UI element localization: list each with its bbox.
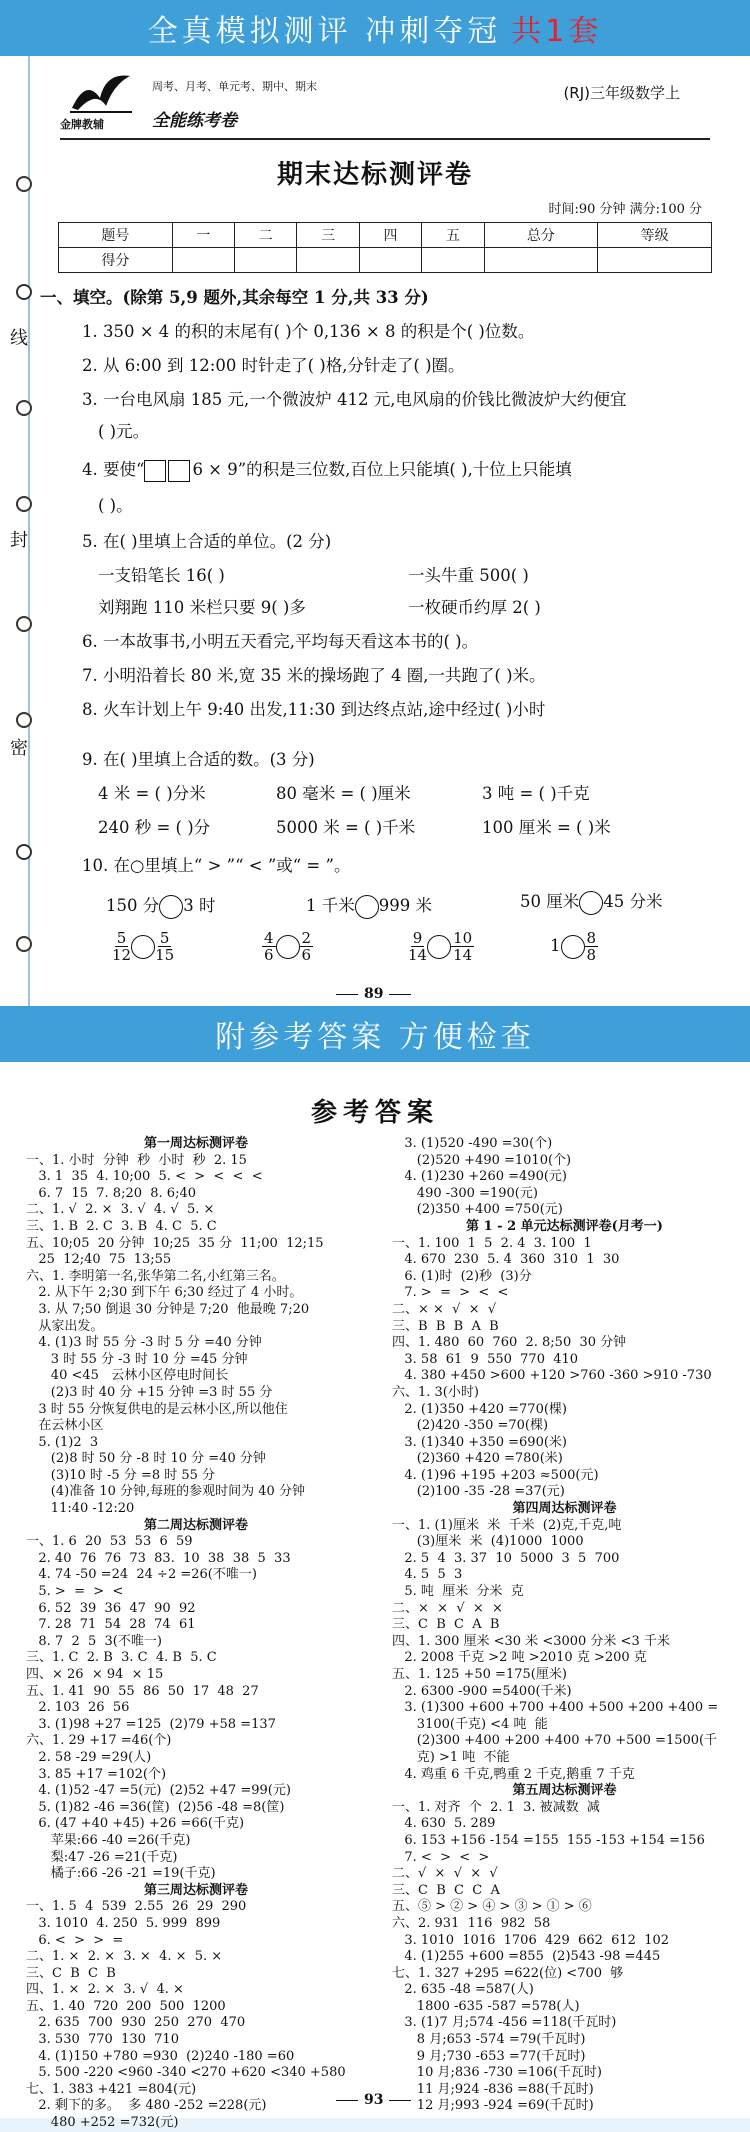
answer-line: 6. (1)时 (2)秒 (3)分 (392, 1268, 532, 1284)
score-header-cell: 总分 (484, 223, 598, 248)
question-3: 3. 一台电风扇 185 元,一个微波炉 412 元,电风扇的价钱比微波炉大约便宜 (82, 390, 627, 409)
answer-line: 4. 鸡重 6 千克,鸭重 2 千克,鹅重 7 千克 (392, 1766, 635, 1782)
question-9d: 240 秒 = ( )分 (98, 818, 211, 837)
answer-line: (3)10 时 -5 分 =8 时 55 分 (26, 1467, 216, 1483)
answer-line: 6. < > > = (26, 1932, 124, 1948)
answer-line: 二、√ × √ × √ (392, 1866, 498, 1882)
compare-circle[interactable] (355, 895, 379, 919)
answer-line: 9 月;730 -653 =77(千瓦时) (392, 2048, 586, 2064)
answer-line: 2. 5 4 3. 37 10 5000 3 5 700 (392, 1550, 620, 1566)
answer-line: 在云林小区 (26, 1418, 104, 1434)
answer-line: 4. (1)3 时 55 分 -3 时 5 分 =40 分钟 (26, 1335, 262, 1351)
answer-line: 二、1. × 2. × 3. × 4. × 5. × (26, 1949, 223, 1965)
answer-line: 二、× × √ × × (392, 1600, 503, 1616)
question-5b: 一头牛重 500( ) (408, 566, 529, 585)
question-2: 2. 从 6:00 到 12:00 时针走了( )格,分针走了( )圈。 (82, 356, 465, 375)
answer-line: 五、10;05 20 分钟 10;25 35 分 11;00 12;15 (26, 1235, 324, 1251)
answer-line: 5. 500 -220 <960 -340 <270 +620 <340 +580 (26, 2065, 346, 2081)
answer-line: 4. 380 +450 >600 +120 >760 -360 >910 -730 (392, 1368, 712, 1384)
answer-line: 四、× 26 × 94 × 15 (26, 1667, 164, 1682)
answer-line: 25 12;40 75 13;55 (26, 1252, 172, 1268)
answer-line: 2. 剩下的多。 多 480 -252 =228(元) (26, 2098, 267, 2114)
answer-line: 2. 2008 千克 >2 吨 >2010 克 >200 克 (392, 1650, 647, 1666)
exam-page (0, 56, 750, 1006)
binding-hole (16, 936, 32, 952)
answer-line: 三、C B C A B (392, 1617, 500, 1633)
question-9f: 100 厘米 = ( )米 (482, 818, 611, 837)
compare-item (520, 888, 663, 915)
question-9e: 5000 米 = ( )千米 (276, 818, 416, 837)
page-number: 89 (330, 986, 417, 1002)
answer-line: 三、C B C B (26, 1965, 116, 1981)
answer-line: 11 月;924 -836 =88(千瓦时) (392, 2081, 594, 2097)
header-brand: 全能练考卷 (152, 111, 237, 131)
compare-right: 45 分米 (603, 892, 663, 911)
answer-line: 3. 1 35 4. 10;00 5. < > < < < (26, 1169, 263, 1185)
answer-line: 4. 630 5. 289 (392, 1816, 496, 1832)
answers-title: 参考答案 (310, 1098, 439, 1128)
question-4 (82, 456, 572, 482)
score-header-cell: 一 (172, 223, 234, 248)
answer-line: 五、1. 125 +50 =175(厘米) (392, 1667, 567, 1682)
answer-line: 苹果:66 -40 =26(千克) (26, 1832, 191, 1848)
answer-line: 从家出发。 (26, 1318, 104, 1334)
answer-line: 5. (1)82 -46 =36(筐) (2)56 -48 =8(筐) (26, 1799, 285, 1815)
answer-line: 五、1. 41 90 55 86 50 17 48 27 (26, 1683, 259, 1699)
answer-line: 3. (1)520 -490 =30(个) (392, 1136, 553, 1151)
question-8: 8. 火车计划上午 9:40 出发,11:30 到达终点站,途中经过( )小时 (82, 700, 546, 719)
fraction: $\frac{4}{6}$ (264, 929, 274, 964)
answer-line: 7. > = > < < (392, 1285, 509, 1301)
question-4-suffix: 6 × 9”的积是三位数,百位上只能填( ),十位上只能填 (192, 460, 572, 479)
answer-line: 2. 6300 -900 =5400(千米) (392, 1683, 572, 1699)
question-4-prefix: 4. 要使“ (82, 460, 145, 479)
answer-line: 2. 103 26 56 (26, 1700, 130, 1716)
answer-line: 二、1. √ 2. × 3. √ 4. √ 5. × (26, 1202, 215, 1218)
side-label-seal: 封 (10, 530, 28, 551)
fraction: $\frac{2}{6}$ (301, 929, 312, 964)
answer-line: 一、1. 5 4 539 2.55 26 29 290 (26, 1899, 247, 1915)
header-grade: (RJ)三年级数学上 (563, 84, 680, 102)
compare-fraction-item (262, 930, 313, 963)
answer-line: 一、1. 小时 分钟 秒 小时 秒 2. 15 (26, 1152, 247, 1168)
answer-line: (2)8 时 50 分 -8 时 10 分 =40 分钟 (26, 1451, 266, 1467)
question-5d: 一枚硬币约厚 2( ) (408, 598, 541, 617)
answer-line: 3 时 55 分恢复供电的是云林小区,所以他住 (26, 1401, 288, 1417)
answers-page (0, 1062, 750, 2131)
answer-line: 四、1. × 2. × 3. √ 4. × (26, 1982, 184, 1998)
binding-hole (16, 284, 32, 300)
score-header-cell: 三 (297, 223, 359, 248)
answer-line: 3100(千克) <4 吨 能 (392, 1716, 548, 1732)
answer-line: 4. 74 -50 =24 24 ÷2 =26(不唯一) (26, 1567, 257, 1583)
answer-line: 三、1. C 2. B 3. C 4. B 5. C (26, 1650, 217, 1666)
score-header-cell: 四 (359, 223, 421, 248)
answer-line: 橘子:66 -26 -21 =19(千克) (26, 1866, 216, 1882)
answer-line: 3. 530 770 130 710 (26, 2032, 179, 2048)
score-value-row (59, 248, 712, 273)
score-header-cell: 题号 (59, 223, 173, 248)
compare-fraction-item (408, 930, 474, 963)
compare-fraction-item (112, 930, 174, 963)
answer-line: 6. 7 15 7. 8;20 8. 6;40 (26, 1185, 196, 1201)
answer-line: 3. 85 +17 =102(个) (26, 1766, 167, 1782)
answer-line: (2)420 -350 =70(棵) (392, 1418, 549, 1434)
answer-line: 4. (1)255 +600 =855 (2)543 -98 =445 (392, 1949, 661, 1965)
answer-line: 490 -300 =190(元) (392, 1185, 538, 1201)
answer-line: 五、1. 40 720 200 500 1200 (26, 1998, 226, 2014)
answer-line: 2. (1)350 +420 =770(棵) (392, 1401, 567, 1417)
score-header-cell: 五 (422, 223, 484, 248)
question-5a: 一支铅笔长 16( ) (98, 566, 225, 585)
compare-fraction-item (550, 930, 598, 963)
banner-text: 附参考答案 方便检查 (215, 1020, 535, 1055)
answer-line: 5. (1)2 3 (26, 1434, 99, 1450)
answer-line: 一、1. 对齐 个 2. 1 3. 被减数 减 (392, 1799, 600, 1815)
compare-circle[interactable] (276, 935, 300, 959)
question-5c: 刘翔跑 110 米栏只要 9( )多 (98, 598, 306, 617)
answer-line: (2)360 +420 =780(米) (392, 1451, 563, 1467)
compare-right: 999 米 (378, 896, 432, 915)
answer-line: (2)350 +400 =750(元) (392, 1202, 563, 1218)
answer-line: 七、1. 383 +421 =804(元) (26, 2081, 197, 2097)
answer-line: 8. 7 2 5 3(不唯一) (26, 1633, 162, 1649)
answer-line: 4. (1)150 +780 =930 (2)240 -180 =60 (26, 2048, 295, 2064)
banner-accent: 共1套 (511, 14, 603, 49)
answer-line: 一、1. (1)厘米 米 千米 (2)克,千克,吨 (392, 1517, 622, 1533)
page-border (28, 56, 30, 1006)
answer-line: 6. 153 +156 -154 =155 155 -153 +154 =156 (392, 1832, 705, 1848)
answer-line: 梨:47 -26 =21(千克) (26, 1849, 178, 1865)
answer-line: 3. (1)340 +350 =690(米) (392, 1434, 567, 1450)
compare-circle[interactable] (561, 935, 585, 959)
answer-line: 4. 5 5 3 (392, 1567, 463, 1583)
answer-section-heading: 第二周达标测评卷 (143, 1517, 248, 1533)
answer-line: 3. 1010 4. 250 5. 999 899 (26, 1915, 221, 1931)
answer-line: 克) >1 吨 不能 (392, 1749, 510, 1765)
question-5: 5. 在( )里填上合适的单位。(2 分) (82, 532, 332, 551)
digit-box[interactable] (168, 460, 190, 482)
answer-line: 六、1. 李明第一名,张华第二名,小红第三名。 (26, 1268, 285, 1284)
binding-hole (16, 844, 32, 860)
book-logo-icon (66, 68, 136, 114)
answer-line: 五、⑤ > ② > ④ > ③ > ① > ⑥ (392, 1899, 592, 1915)
answer-line: 6. 52 39 36 47 90 92 (26, 1600, 196, 1616)
score-cell[interactable] (422, 248, 484, 273)
compare-circle[interactable] (427, 935, 451, 959)
logo-text: 金牌教辅 (60, 118, 104, 131)
answer-line: (2)300 +400 +200 +400 +70 +500 =1500(千 (392, 1733, 718, 1749)
binding-hole (16, 712, 32, 728)
question-10: 10. 在○里填上“ > ”“ < ”或“ = ”。 (82, 856, 351, 875)
answer-line: 4. 670 230 5. 4 360 310 1 30 (392, 1252, 620, 1268)
answer-line: 三、B B B A B (392, 1318, 499, 1334)
answer-line: 3. 从 7;50 倒退 30 分钟是 7;20 他最晚 7;20 (26, 1301, 310, 1317)
middle-banner (0, 1006, 750, 1062)
answer-line: 2. 58 -29 =29(人) (26, 1749, 152, 1765)
binding-hole (16, 400, 32, 416)
answers-left-column (26, 1136, 366, 2132)
answer-line: 2. 40 76 76 73 83. 10 38 38 5 33 (26, 1550, 291, 1566)
compare-right: 3 时 (183, 896, 216, 915)
question-9: 9. 在( )里填上合适的数。(3 分) (82, 750, 315, 769)
answer-line: 2. 从下午 2;30 到下午 6;30 经过了 4 小时。 (26, 1285, 303, 1301)
answer-section-heading: 第一周达标测评卷 (143, 1136, 248, 1151)
answer-line: 4. (1)230 +260 =490(元) (392, 1169, 567, 1185)
answer-line: (2)3 时 40 分 +15 分钟 =3 时 55 分 (26, 1384, 273, 1400)
side-label-line: 线 (10, 328, 28, 349)
answer-line: 一、1. 6 20 53 53 6 59 (26, 1534, 193, 1550)
fraction: $\frac{10}{14}$ (453, 929, 473, 964)
answer-section-heading: 第三周达标测评卷 (143, 1882, 248, 1898)
section-heading: 一、填空。(除第 5,9 题外,其余每空 1 分,共 33 分) (40, 288, 429, 307)
answer-line: 四、1. 300 厘米 <30 米 <3000 分米 <3 千米 (392, 1633, 670, 1649)
compare-item (106, 892, 216, 919)
answer-line: 三、C B C C A (392, 1882, 500, 1898)
answer-line: 4. (1)52 -47 =5(元) (2)52 +47 =99(元) (26, 1783, 291, 1799)
answer-line: 二、× × √ × √ (392, 1301, 497, 1317)
question-9c: 3 吨 = ( )千克 (482, 784, 590, 803)
score-row-label: 得分 (59, 248, 173, 273)
answer-line: 10 月;836 -730 =106(千瓦时) (392, 2065, 602, 2081)
answer-line: 六、2. 931 116 982 58 (392, 1915, 551, 1931)
side-label-secret: 密 (10, 738, 28, 759)
score-cell[interactable] (598, 248, 712, 273)
score-header-cell: 二 (235, 223, 297, 248)
compare-item (306, 892, 432, 919)
answer-line: 六、1. 29 +17 =46(个) (26, 1733, 172, 1749)
answer-line: 5. 吨 厘米 分米 克 (392, 1584, 524, 1600)
answer-line: 3. (1)7 月;574 -456 =118(千瓦时) (392, 2015, 617, 2031)
compare-left: 1 千米 (306, 896, 355, 915)
answer-line: (3)厘米 米 (4)1000 1000 (392, 1534, 584, 1550)
score-cell[interactable] (484, 248, 598, 273)
fraction: $\frac{8}{8}$ (586, 929, 597, 964)
page-number: 93 (330, 2092, 417, 2108)
compare-circle[interactable] (159, 895, 183, 919)
answer-line: 四、1. 480 60 760 2. 8;50 30 分钟 (392, 1335, 627, 1351)
answer-line: 2. 635 700 930 250 270 470 (26, 2015, 246, 2031)
answers-right-column (392, 1136, 737, 2115)
top-banner (0, 0, 750, 56)
answer-line: 1800 -635 -587 =578(人) (392, 1998, 580, 2014)
score-cell[interactable] (172, 248, 234, 273)
compare-left: 150 分 (106, 896, 160, 915)
question-4-cont: ( )。 (98, 496, 133, 515)
answer-line: 4. (1)96 +195 +203 ≈500(元) (392, 1467, 599, 1483)
exam-meta: 时间:90 分钟 满分:100 分 (548, 202, 702, 217)
fraction: $\frac{5}{15}$ (155, 929, 175, 964)
digit-box[interactable] (144, 460, 166, 482)
score-header-cell: 等级 (598, 223, 712, 248)
answer-line: (2)520 +490 =1010(个) (392, 1152, 572, 1168)
score-cell[interactable] (359, 248, 421, 273)
answer-line: 3. 1010 1016 1706 429 662 612 102 (392, 1932, 670, 1948)
answer-section-heading: 第 1 - 2 单元达标测评卷(月考一) (466, 1218, 663, 1234)
answer-line: 六、1. 3(小时) (392, 1384, 479, 1400)
fraction: $\frac{9}{14}$ (408, 929, 428, 964)
answer-line: 3. (1)300 +600 +700 +400 +500 +200 +400 = (392, 1700, 719, 1716)
answer-line: 480 +252 =732(元) (26, 2115, 179, 2131)
answer-line: 三、1. B 2. C 3. B 4. C 5. C (26, 1218, 217, 1234)
fraction: $\frac{5}{12}$ (112, 929, 132, 964)
binding-hole (16, 496, 32, 512)
answer-line: 七、1. 327 +295 =622(位) <700 够 (392, 1965, 624, 1981)
header-small-text: 周考、月考、单元考、期中、期末 (152, 80, 317, 93)
question-7: 7. 小明沿着长 80 米,宽 35 米的操场跑了 4 圈,一共跑了( )米。 (82, 666, 546, 685)
answer-line: 3 时 55 分 -3 时 10 分 =45 分钟 (26, 1351, 248, 1367)
answer-line: (2)100 -35 -28 =37(元) (392, 1484, 565, 1500)
answer-line: 5. > = > < (26, 1584, 124, 1600)
answer-line: 8 月;653 -574 =79(千瓦时) (392, 2032, 586, 2048)
score-cell[interactable] (297, 248, 359, 273)
exam-title: 期末达标测评卷 (276, 160, 473, 190)
question-6: 6. 一本故事书,小明五天看完,平均每天看这本书的( )。 (82, 632, 479, 651)
score-table (58, 222, 712, 273)
answer-section-heading: 第五周达标测评卷 (512, 1783, 617, 1799)
answer-line: 3. (1)98 +27 =125 (2)79 +58 =137 (26, 1716, 276, 1732)
answer-line: 一、1. 100 1 5 2. 4 3. 100 1 (392, 1235, 592, 1251)
score-header-row (59, 223, 712, 248)
compare-circle[interactable] (579, 891, 603, 915)
binding-hole (16, 616, 32, 632)
answer-line: 7. 28 71 54 28 74 61 (26, 1617, 196, 1633)
compare-left: 50 厘米 (520, 892, 580, 911)
answer-line: 6. (47 +40 +45) +26 =66(千克) (26, 1816, 245, 1832)
compare-circle[interactable] (131, 935, 155, 959)
question-9b: 80 毫米 = ( )厘米 (276, 784, 411, 803)
answer-line: 12 月;993 -924 =69(千瓦时) (392, 2098, 594, 2114)
banner-text: 全真模拟测评 冲刺夺冠 (147, 14, 502, 49)
answer-line: 11:40 -12:20 (26, 1501, 135, 1517)
answer-section-heading: 第四周达标测评卷 (512, 1501, 617, 1517)
score-cell[interactable] (235, 248, 297, 273)
answer-line: 2. 635 -48 =587(人) (392, 1982, 534, 1998)
answer-line: 3. 58 61 9 550 770 410 (392, 1351, 579, 1367)
answer-line: 7. < > < > (392, 1849, 490, 1865)
compare-left: 1 (550, 936, 561, 955)
exam-header (60, 68, 710, 140)
question-1: 1. 350 × 4 的积的末尾有( )个 0,136 × 8 的积是个( )位数。 (82, 322, 535, 341)
question-3-cont: ( )元。 (98, 422, 150, 441)
question-9a: 4 米 = ( )分米 (98, 784, 206, 803)
answer-line: (4)准备 10 分钟,每班的参观时间为 40 分钟 (26, 1484, 305, 1500)
answer-line: 40 <45 云林小区停电时间长 (26, 1368, 229, 1384)
